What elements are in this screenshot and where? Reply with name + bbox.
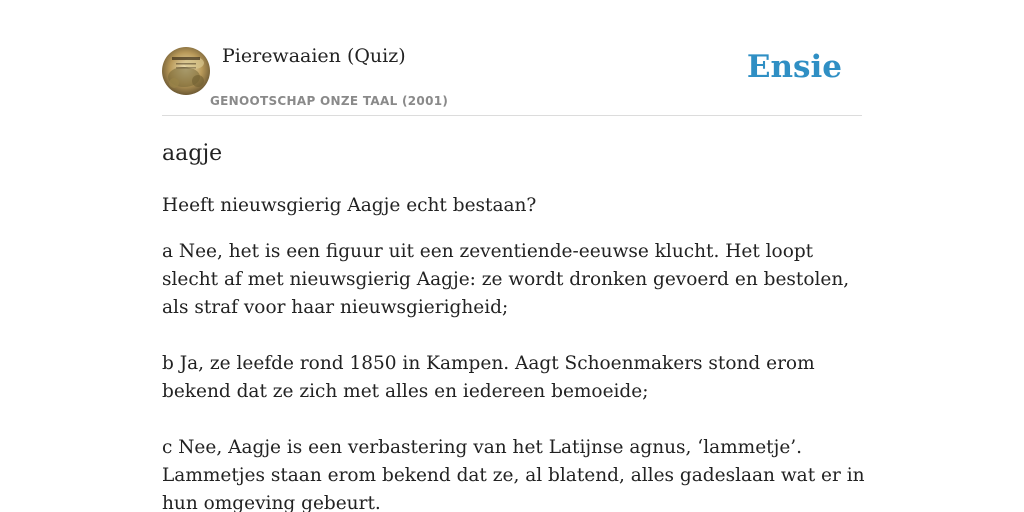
source-title[interactable]: Pierewaaien (Quiz): [222, 45, 406, 67]
answer-b: b Ja, ze leefde rond 1850 in Kampen. Aagt Schoenmakers stond erom bekend dat ze zich met alles en iedereen bemoeide;: [162, 353, 815, 402]
source-header: [162, 0, 862, 116]
ensie-logo-link[interactable]: Ensie: [746, 49, 842, 85]
answer-a: a Nee, het is een figuur uit een zeventiende-eeuwse klucht. Het loopt slecht af met nieuwsgierig Aagje: ze wordt dronken gevoerd en bestolen, als straf voor haar nieuwsgierigheid;: [162, 241, 850, 318]
answer-c: c Nee, Aagje is een verbastering van het Latijnse agnus, ‘lammetje’. Lammetjes staan erom bekend dat ze, al blatend, alles gadeslaan wat er in hun omgeving gebeurt.: [162, 437, 865, 512]
entry-content: [162, 138, 867, 512]
quiz-question: Heeft nieuwsgierig Aagje echt bestaan?: [162, 195, 537, 216]
book-cover-icon[interactable]: [162, 47, 210, 95]
entry-title: aagje: [162, 141, 223, 166]
source-subtitle: GENOOTSCHAP ONZE TAAL (2001): [210, 94, 449, 108]
